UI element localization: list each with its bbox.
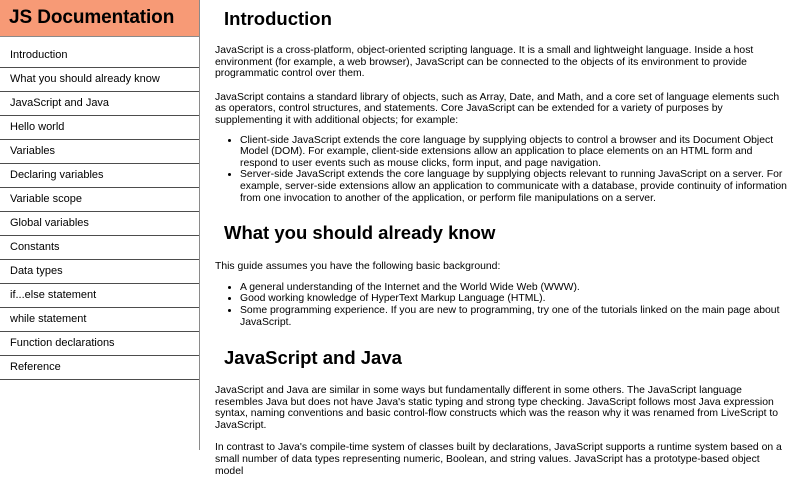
paragraph: JavaScript and Java are similar in some ways but fundamentally different in some others. The JavaScript language resembles Java but does not have Java's static typing and strong type checking. JavaScript follows most Java expression syntax, naming conventions and basic control-flow constructs which was the reason why it was renamed from LiveScript to JavaScript. [215, 385, 779, 431]
nav-link-function-declarations[interactable] [0, 332, 199, 356]
nav-link-label: Global variables [10, 217, 89, 229]
nav-link-data-types[interactable] [0, 260, 199, 284]
nav-link-declaring-variables[interactable] [0, 164, 199, 188]
list-item: • Some programming experience. If you are new to programming, try one of the tutorials linked on the main page about JavaScript. [240, 305, 790, 328]
list-item: • Client-side JavaScript extends the core language by supplying objects to control a browser and its Document Object Model (DOM). For example, client-side extensions allow an application to place elements on an HTML form and respond to user events such as mouse clicks, form input, and page navigation. [240, 135, 790, 170]
paragraph: JavaScript is a cross-platform, object-oriented scripting language. It is a small and lightweight language. Inside a host environment (for example, a web browser), JavaScript can be connected to the objects of its environment to provide programmatic control over them. [215, 45, 754, 80]
list-item: • A general understanding of the Internet and the World Wide Web (WWW). [240, 282, 790, 294]
nav-link-while-statement[interactable] [0, 308, 199, 332]
bullet-list [215, 135, 790, 205]
main-doc [215, 0, 790, 477]
nav-link-label: Introduction [10, 49, 68, 61]
section-introduction [215, 8, 790, 204]
nav-link-what-you-should-already-know[interactable] [0, 68, 199, 92]
section-heading: What you should already know [224, 222, 496, 244]
section-heading: Introduction [224, 8, 332, 29]
nav-link-introduction[interactable] [0, 44, 199, 68]
nav-link-hello-world[interactable] [0, 116, 199, 140]
list-item: • Good working knowledge of HyperText Markup Language (HTML). [240, 293, 790, 305]
nav-link-label: while statement [10, 313, 87, 325]
nav-link-javascript-and-java[interactable] [0, 92, 199, 116]
nav-link-label: Data types [10, 265, 63, 277]
bullet-list [215, 282, 790, 328]
nav-link-if-else-statement[interactable] [0, 284, 199, 308]
nav-link-variable-scope[interactable] [0, 188, 199, 212]
nav-link-label: if...else statement [10, 289, 97, 301]
nav-link-label: Hello world [10, 121, 65, 133]
nav-list [0, 44, 199, 380]
paragraph: JavaScript contains a standard library of objects, such as Array, Date, and Math, and a core set of language elements such as operators, control structures, and statements. Core JavaScript can be extended for a variety of purposes by supplementing it with additional objects; for example: [215, 91, 780, 126]
list-item: • Server-side JavaScript extends the core language by supplying objects relevant to running JavaScript on a server. For example, server-side extensions allow an application to communicate with a database, provide continuity of information from one invocation to another of the application, or perform file manipulations on a server. [240, 169, 790, 204]
section-javascript-and-java [215, 347, 790, 477]
nav-link-label: Reference [10, 361, 61, 373]
paragraph: In contrast to Java's compile-time system of classes built by declarations, JavaScript supports a runtime system based on a small number of data types representing numeric, Boolean, and string values. JavaScript has a prototype-based object model [215, 442, 782, 477]
section-what-you-should-already-know [215, 222, 790, 328]
nav-link-label: Declaring variables [10, 169, 104, 181]
nav-link-label: Variables [10, 145, 56, 157]
nav-link-variables[interactable] [0, 140, 199, 164]
sidebar-nav [0, 0, 200, 450]
nav-link-label: What you should already know [10, 73, 160, 85]
sidebar-title: JS Documentation [0, 0, 199, 37]
nav-link-reference[interactable] [0, 356, 199, 380]
nav-link-label: Function declarations [10, 337, 115, 349]
nav-link-label: JavaScript and Java [10, 97, 110, 109]
nav-link-label: Constants [10, 241, 60, 253]
paragraph: This guide assumes you have the following basic background: [215, 261, 501, 273]
section-heading: JavaScript and Java [224, 347, 402, 369]
nav-link-label: Variable scope [10, 193, 82, 205]
nav-link-constants[interactable] [0, 236, 199, 260]
nav-link-global-variables[interactable] [0, 212, 199, 236]
